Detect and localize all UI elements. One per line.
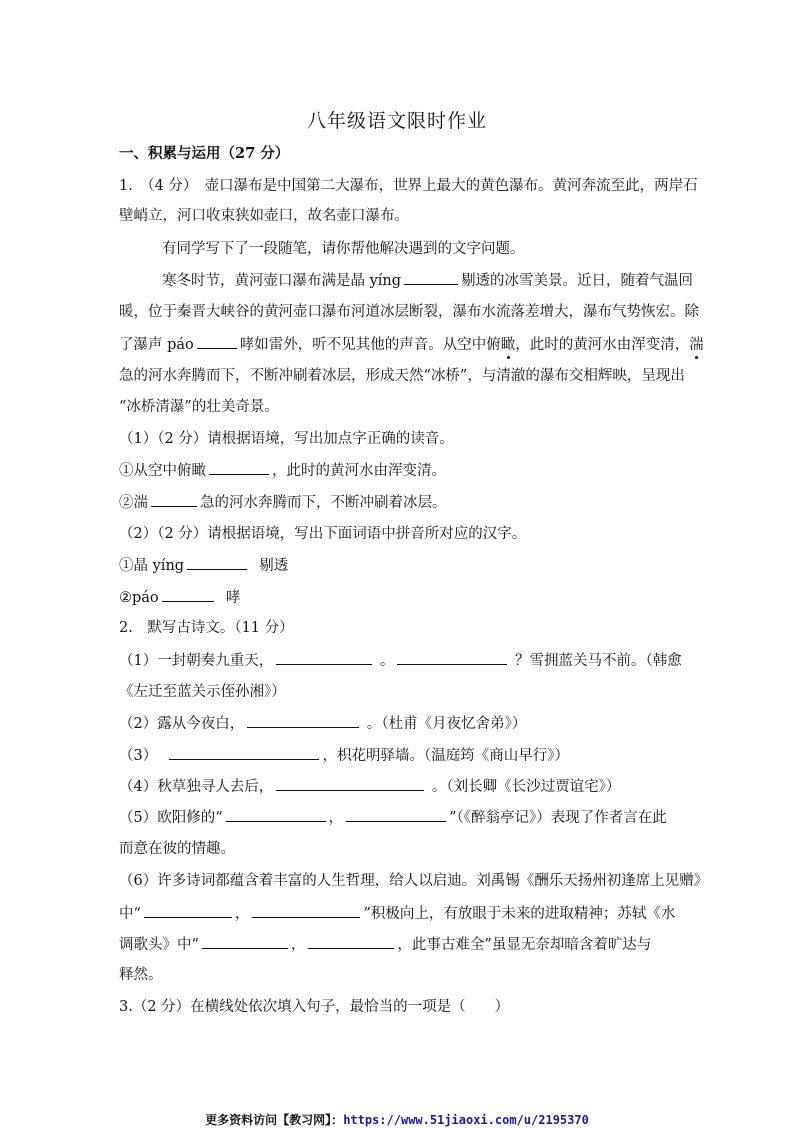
answer-blank[interactable] — [209, 460, 269, 475]
dotted-char-kan: 瞰 — [500, 337, 516, 353]
passage-line-5: “冰桥清瀑”的壮美奇景。 — [119, 399, 279, 415]
q2-item-1-cont: 《左迁至蓝关示侄孙湘》） — [119, 684, 286, 700]
q2-item-6-line-4: 释然。 — [119, 967, 163, 983]
q2-item-5: （5）欧阳修的“ ， ”（《醉翁亭记》）表现了作者言在此 — [119, 807, 679, 828]
passage-line-4: 急的河水奔腾而下，不断冲刷着冰层，形成天然“冰桥”，与清澈的瀑布交相辉映，呈现出 — [119, 368, 685, 384]
answer-blank[interactable] — [169, 745, 319, 760]
q2-item-1: （1）一封朝奏九重天， 。 ？雪拥蓝关马不前。（韩愈 — [119, 650, 679, 671]
footer-link[interactable]: https://www.51jiaoxi.com/u/2195370 — [343, 1113, 589, 1127]
q2-item-6-line-3: 调歌头》中“ ， ，此事古难全”虽显无奈却暗含着旷达与 — [119, 934, 679, 955]
passage-line-3: 了瀑声 páo 哮如雷外，听不见其他的声音。从空中俯瞰，此时的黄河水由浑变清，湍 — [119, 334, 679, 355]
blank-ying[interactable] — [404, 270, 458, 285]
q1-sub-1: （1）（2 分）请根据语境，写出加点字正确的读音。 — [119, 431, 454, 447]
answer-blank[interactable] — [187, 555, 247, 570]
q3-heading: 3.（2 分）在横线处依次填入句子，最恰当的一项是（ ） — [119, 999, 510, 1015]
q2-item-5-cont: 而意在彼的情趣。 — [119, 841, 235, 857]
q1-sub-2-b: ②páo 哮 — [119, 587, 679, 608]
q1-intro: 有同学写下了一段随笔，请你帮他解决遇到的文字问题。 — [162, 241, 525, 257]
answer-blank[interactable] — [276, 776, 424, 791]
answer-blank[interactable] — [151, 492, 197, 507]
answer-blank[interactable] — [308, 934, 394, 949]
answer-blank[interactable] — [276, 650, 372, 665]
blank-pao[interactable] — [197, 334, 237, 349]
dotted-char-tuan: 湍 — [689, 337, 704, 353]
q1-line-2: 壁峭立，河口收束狭如壶口，故名壶口瀑布。 — [119, 208, 409, 224]
q1-sub-1-b: ②湍 急的河水奔腾而下，不断冲刷着冰层。 — [119, 492, 679, 513]
footer-label: 更多资料访问【教习网】： — [205, 1113, 344, 1127]
answer-blank[interactable] — [162, 587, 214, 602]
section-heading: 一、积累与运用（27 分） — [119, 145, 290, 162]
q1-line-1: 1. （4 分） 壶口瀑布是中国第二大瀑布，世界上最大的黄色瀑布。黄河奔流至此，两岸石 — [119, 178, 698, 194]
q2-item-6: （6）许多诗词都蕴含着丰富的人生哲理，给人以启迪。刘禹锡《酬乐天扬州初逢席上见赠》 — [119, 873, 709, 889]
q2-item-3: （3） ，枳花明驿墙。（温庭筠《商山早行》） — [119, 745, 679, 766]
answer-blank[interactable] — [252, 903, 360, 918]
q2-item-2: （2）露从今夜白， 。（杜甫《月夜忆舍弟》） — [119, 713, 679, 734]
answer-blank[interactable] — [202, 934, 288, 949]
q2-item-6-line-2: 中“ ， ”积极向上，有放眼于未来的进取精神；苏轼《水 — [119, 903, 679, 924]
q1-sub-1-a: ①从空中俯瞰 ，此时的黄河水由浑变清。 — [119, 460, 679, 481]
page-title: 八年级语文限时作业 — [306, 110, 487, 132]
answer-blank[interactable] — [247, 713, 359, 728]
passage-line-1: 寒冬时节，黄河壶口瀑布满是晶 yíng 剔透的冰雪美景。近日，随着气温回 — [162, 270, 722, 291]
answer-blank[interactable] — [144, 903, 232, 918]
answer-blank[interactable] — [397, 650, 507, 665]
q1-sub-2-a: ①晶 yíng 剔透 — [119, 555, 679, 576]
page-footer — [0, 1111, 794, 1128]
q1-sub-2: （2）（2 分）请根据语境，写出下面词语中拼音所对应的汉字。 — [119, 526, 527, 542]
q2-item-4: （4）秋草独寻人去后， 。（刘长卿《长沙过贾谊宅》） — [119, 776, 679, 797]
q2-heading: 2. 默写古诗文。（11 分） — [119, 620, 294, 636]
answer-blank[interactable] — [346, 807, 446, 822]
answer-blank[interactable] — [226, 807, 326, 822]
passage-line-2: 暖，位于秦晋大峡谷的黄河壶口瀑布河道冰层断裂，瀑布水流落差增大，瀑布气势恢宏。除 — [119, 304, 699, 320]
